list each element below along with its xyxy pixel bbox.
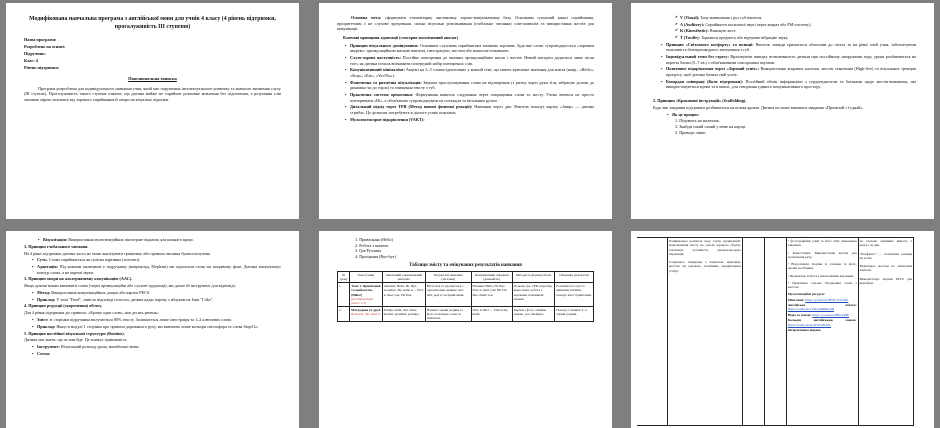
- how-it-works-heading: • Як це працює:: [667, 112, 916, 118]
- principle-item: [345, 55, 594, 66]
- principle-item: [345, 92, 594, 103]
- bullet-item-text: Візуальний розклад уроку англійської мови.: [59, 344, 140, 350]
- sense-item: [675, 28, 916, 34]
- principle-item: [345, 104, 594, 115]
- cell-paragraph: Використовує картки PECS для відповіді.: [859, 276, 912, 285]
- routine-heading: 5. Принцип постійної візуальної структури (Routine).: [24, 330, 125, 336]
- bullet-item-text: зі сторінки підручника вилучається 80% тексту. Залишається лише ілюстрація та 1–2 ключових слова.: [48, 317, 232, 323]
- table-cell-lexis: [382, 306, 425, 321]
- principle-item-label: Комунікативний мінімалізм:: [350, 67, 405, 73]
- meta-line-label: Клас: 4: [24, 57, 38, 63]
- cell-text: Показує і називає 3–4 членів родини.: [556, 307, 587, 317]
- sense-item: [675, 22, 916, 28]
- meta-line: [24, 44, 281, 50]
- principle-item-label: Практична система орієнтовки:: [350, 92, 414, 98]
- sense-item-label: T (Tactile):: [680, 35, 700, 41]
- principle-item-text: Навчання через дію. Вчитель показує картку «Jump» — дитина стрибає. Це дозволяє потребують в діалоге усних пояснень.: [350, 104, 594, 116]
- table-header-cell: Комунікативні завдання (діяльність): [471, 272, 512, 283]
- aac-text: Якщо дитині важко вимовити слово (через артикуляційні або слухові труднощі), ми даємо їй інструмент для відповіді:: [24, 283, 236, 289]
- bullet-item: [32, 324, 281, 330]
- document-page-3: [631, 3, 934, 219]
- schedule-item: 1. Привітання (Hello): [355, 237, 393, 242]
- bullet-item-text: Використання комунікаційних дощок або карток PECS: [50, 290, 150, 296]
- cell-text: Рольова гра, TPR, перегляд відео-пісні, робота з картками, пальчикові ляльки.: [513, 284, 552, 301]
- document-title: Модифікована навчальна програма з англійської мови для учнів 4 класу (4 рівень підтримки, прогалуживість III ступеню): [29, 16, 276, 31]
- meta-line: [24, 58, 281, 64]
- bullet-item: [32, 257, 281, 263]
- visualization-bullet: • Візуалізація: Використання мультимедійних піктограм-підказок для кожного кроку.: [38, 237, 281, 243]
- cell-text: Тема 1. Привітання та знайомство (Hello!): [351, 284, 381, 297]
- meta-line-label: Назва програми:: [24, 37, 57, 43]
- table-row: [338, 306, 594, 321]
- document-page-2: [319, 3, 612, 219]
- bullet-item-label: Інструмент:: [37, 344, 60, 350]
- principle-item-text: Акцент на 3–5 словах-ідентичних у кожній темі, що мають критичне значення для життя (напр., «Hello», «Stop», «Eat», «Yes/No»).: [350, 67, 594, 79]
- resource-link-item: [788, 303, 857, 312]
- document-page-6: [631, 231, 934, 428]
- bullet-item: [32, 297, 281, 303]
- table-cell-num: [338, 306, 350, 321]
- resource-link-item: [788, 298, 857, 302]
- resource-label: Відео за темою:: [787, 312, 813, 317]
- table-cell-tasks: [471, 306, 512, 321]
- principle-item-text: Основним слуховим сприйняттям замінено зоровим, будь-яке слово супроводжується «зоровим якорем»: артикуляційною маскою вчителя, ілюстрацією, жестом або написом-позначкою.: [350, 42, 595, 54]
- global-reading-text: На 4 рівні підтримки дитина часто не може аналізувати граматику або правила читання буквосполучень.: [24, 250, 212, 256]
- bullet-item-label: Зміст:: [37, 317, 49, 323]
- step-item: 1. Подивись на малюнок.: [675, 118, 720, 124]
- bullet-item: [32, 264, 281, 275]
- cell-note: (на відновлення уваги: 1-3): [351, 296, 373, 305]
- explanatory-note-heading: Пояснювальна записка: [128, 76, 177, 82]
- scaffolding-text: Будь-яке завдання підтримки розбивається на кілька кроків. Дитина не може виконати завдання «Прочитай і з'єднай».: [653, 104, 864, 110]
- principle-item: [345, 80, 594, 91]
- meta-line: [24, 51, 281, 57]
- sense-item-text: Виконую жест.: [708, 28, 737, 34]
- principle-item-text: Враховуючи швидку втомлюваність дитини при постійному напруженні зору, уроки розбиваються на короткі блоки (5–7 хв.) з обов'язковими сенсорними паузами.: [666, 54, 917, 65]
- cell-text: Вітання: Hello, Hi. Bye. Nice to meet you! Hi! I'm fine, thank you.: [472, 284, 507, 297]
- resources-heading: Мультимедійні ресурси:: [787, 292, 825, 297]
- principle-item: [345, 117, 594, 123]
- table-header-cell: Очікувані результати: [555, 272, 594, 283]
- aac-heading: 3. Принцип опори на альтернативну комунікацію (AAC).: [24, 276, 133, 282]
- resource-link[interactable]: https://youtu.be/H8tCyRBl: [812, 312, 850, 317]
- meta-line-label: Підручник:: [24, 50, 46, 56]
- empty-cell: [637, 238, 667, 426]
- principle-item: [661, 54, 916, 65]
- resource-label: Кольори англійською мовою:: [787, 318, 857, 323]
- cell-paragraph: • Кінестетика: Використання жестів для позначення руху.: [787, 250, 857, 259]
- principle-item-label: Кооордан співпраці (Коло підтримки):: [666, 78, 744, 84]
- program-meta: [24, 37, 281, 70]
- continued-col-goals: [667, 238, 742, 426]
- principle-item-label: Принцип «Світлового коефорту» та позиції:: [666, 41, 754, 47]
- cell-text: 1: [339, 284, 341, 289]
- cell-text: Розпізнає на слух та вимовляє вітання; показує жест привітання.: [556, 284, 592, 297]
- resource-label: Міні-пісні:: [787, 297, 806, 302]
- empty-cell: [742, 238, 764, 426]
- cell-text: Мої родина та друзі: [351, 307, 381, 312]
- principle-item-text: Звукова прослуховування слова на відтворення (з ритму через руки тіла, вібрацію долоні до динаміка чи до горла) та очищення тексту з губ.: [350, 79, 594, 91]
- cell-paragraph: • Практична основа: Поєднання слова з жестом.: [787, 280, 857, 289]
- principle-item-text: Постійний обмін інформацією з сурдопедагогом та батьками щодо жестів-визначень, які використовуються вдома та в школі, для створення єдиного комунікативного простору.: [666, 78, 916, 90]
- table-header-cell: Лексичний і мовленнєвий матеріал: [382, 272, 425, 283]
- goal-text: сформувати елементарну англомовну зорово-комунікативну базу. Основним сукупний канал сприймання, пріоритетним є не слухове зрозуміння, сильні візуальні розпізнавання (глобальне читання) слів-символів та використання жестів для комунікації.: [337, 15, 595, 32]
- sense-item-label: V (Visual):: [680, 15, 700, 20]
- bullet-item-text: Якщо в модулі 1 сторінка про правила дорожнього руху, ми вивчаємо лише кольори світлофора та слова Stop/Go.: [55, 323, 259, 329]
- sense-item: [675, 15, 916, 21]
- table-cell-outcomes: [425, 306, 471, 321]
- footer-label: Інтерактивна вправа: [787, 327, 821, 332]
- table-header-cell: Результати навчання (загальні): [425, 272, 471, 283]
- table-cell-theme: [350, 306, 383, 321]
- global-reading-list: [32, 257, 281, 275]
- table-header-cell: Тема (теми): [350, 272, 383, 283]
- goal-paragraph: [337, 15, 594, 32]
- continued-col-methods: [786, 238, 858, 426]
- sense-item-label: A (Auditory):: [680, 21, 705, 27]
- cell-paragraph: Розвивальна: розвиток зору, слуху, артикуляції; моделювання жесту на основі зорового образу, тактильна чутливість, мультисенсорна перцепція.: [668, 239, 741, 256]
- bullet-item: [32, 351, 281, 357]
- cell-text: 2: [339, 307, 341, 312]
- meta-line: [24, 37, 281, 43]
- sense-item-text: Торкаюся предмета або відчуваю вібрацію звуку.: [699, 35, 789, 41]
- sense-item: [675, 35, 916, 41]
- bullet-item-label: Адаптація:: [37, 264, 59, 270]
- sense-item-text: Сприйняття посиленої звук (через апарат або FM-систему).: [704, 21, 812, 27]
- bullet-item-text: Слово сприймається як цілісна картинка (логотип).: [47, 257, 141, 263]
- routine-list: [32, 344, 281, 356]
- bullet-item-label: Схема:: [37, 350, 51, 356]
- principle-item-label: Дихальний підхід через TPR (Метод повної фізичної реакції):: [350, 104, 473, 110]
- step-item: 2. Знайди такий самий у мене на картці.: [675, 124, 747, 130]
- principle-item-text: Постійне повторення до звичних артикуляційних масок і жестів. Новий матеріал додається лише після того, як дитина почала впізнавати попередній набір повторених слів.: [350, 55, 594, 66]
- routine-text: Дитина має знати, що за чим йде. Це знижує тривожність: [24, 337, 127, 343]
- principle-item-label: Позитивне підкріплення через «Зоровий успіх»:: [666, 66, 759, 72]
- schedule-item: 3. Гра/Рухлива: [355, 248, 382, 254]
- bullet-item-label: Приклад:: [37, 323, 56, 329]
- cell-note: Вчитель: My name is ...: [351, 312, 381, 321]
- table-cell-theme: [350, 283, 383, 307]
- principle-item-text: Вчитель завжди тримається обличчям до світла та на рівні очей учня, забезпечуючи можливість безперешкодного зчитування з губ.: [666, 41, 916, 53]
- cell-paragraph: Соціальна: співпраця з вчителем, відповідь жестом чи карткою, позитивне підкріплення успіху.: [668, 260, 741, 273]
- reduction-list: [32, 317, 281, 329]
- table-header-cell: № уроку: [339, 273, 348, 282]
- document-page-1: [6, 3, 299, 219]
- resource-label: Англійська абетка:: [787, 303, 857, 308]
- resource-link-item: [788, 318, 857, 327]
- table-cell-methods: [512, 283, 554, 307]
- cell-paragraph: не слухово сприймає вимогу, а реагує на дію.: [859, 239, 912, 248]
- bullet-item-label: Метод:: [37, 290, 51, 296]
- bullet-item-text: У темі "Food", замість відповіді голосом, дитина надає картку з яблуком на Іхня "I like".: [55, 296, 214, 302]
- cell-paragraph: • Практичне: Робота з навчальними картками.: [787, 273, 854, 278]
- cell-text: Who is this? — This is my mum.: [472, 307, 508, 317]
- table-row: [338, 283, 594, 307]
- lesson-schedule-list: [355, 237, 594, 260]
- cell-text: Вітається та прощається з однолітками; називає своє ім'я; реагує на привітання.: [426, 284, 465, 297]
- principle-item: [661, 79, 916, 90]
- cell-paragraph: • фотографіями учня та його сім'ї, виконання завдання.: [787, 239, 857, 248]
- resource-link[interactable]: https://youtu.be/cYRJAI9B6kc9D: [787, 307, 835, 312]
- table-header-cell: Методи та форми роботи: [512, 272, 554, 283]
- schedule-item: 4. Прощання (Bye-bye): [355, 254, 396, 260]
- global-reading-heading: 3. Принцип глобального читання.: [24, 243, 89, 249]
- steps-list: [675, 118, 916, 135]
- cell-paragraph: "Перфекто" — позитивна реакція на успіх.: [859, 251, 912, 260]
- table-cell-methods: [512, 306, 554, 321]
- sense-item-text: Бачу напишення і рух губ вчителя.: [699, 15, 763, 20]
- resource-link-item: [788, 313, 857, 317]
- cell-text: Картки з фото, сімейне дерево, гра «Знайди».: [513, 307, 547, 317]
- bullet-item: [32, 290, 281, 296]
- resource-link[interactable]: https://youtu.be/1BWt-W1u4Kt: [805, 297, 849, 302]
- table-header-row: [338, 272, 594, 283]
- principles-list: [345, 43, 594, 123]
- document-page-5: [319, 231, 612, 428]
- reduction-heading: 4. Принцип редукції (скорочення) обсягу.: [24, 303, 103, 309]
- principle-item-label: Принцип візуального домінування:: [350, 42, 419, 48]
- table-cell-results: [555, 306, 594, 321]
- principle-item-label: Мультисенсорне підкріплення (VAKT):: [350, 116, 425, 122]
- schedule-item: 2. Робота з книгою: [355, 242, 389, 248]
- continued-col-results: [858, 238, 913, 426]
- step-item: 3. Проведи лінію.: [675, 129, 707, 135]
- senses-list: [675, 15, 916, 41]
- bullet-item-label: Суть:: [37, 257, 48, 263]
- scaffolding-heading: 2. Принцип «Кроковані інструкцій» (Scaffolding).: [653, 98, 747, 104]
- document-page-4: [6, 231, 299, 428]
- principle-item-text: Використання яскравих наліпок, жестів схвалення (High-five) та візуальних трекерів прогресу, щоб дитина бачила свій успіх.: [666, 66, 917, 78]
- results-table: [337, 271, 594, 322]
- empty-cell: [764, 238, 786, 426]
- cell-paragraph: Відповідає жестом на запитання вчителя.: [859, 264, 912, 273]
- bullet-item-label: Приклад:: [37, 296, 56, 302]
- meta-line-label: Розроблено на основі:: [24, 44, 66, 50]
- principles-continued-list: [661, 42, 916, 90]
- meta-line: [24, 65, 281, 71]
- table-cell-outcomes: [425, 283, 471, 307]
- cell-paragraph: • Візуалізація: Картки зі словами та фото, наочні посібники.: [787, 262, 857, 271]
- principle-item-text: Формування навичок слідування через покращення слова та жесту. Учень вчиться не просто повторювати «Hi», а обов'язково супроводжувати це поглядом та вітальним рухом.: [350, 92, 594, 103]
- table-cell-num: [338, 283, 350, 307]
- principle-item-label: Індивідуальний темп без стресу:: [666, 54, 729, 60]
- explanatory-note-text: Програма розроблена для індивідуального навчання учня, який має порушення інтелектуального розвитку та значного зниження слуху (III ступінь). Прогалуживість такого ступеня означає, що дитина майже не сприймає розмовне мовлення без підсилення, а розуміння слів значною мірою залежить від зорового сприймання й опори на візуальні підказки.: [24, 85, 281, 102]
- cell-text: Лексика: Hello, Hi, Bye, Goodbye. My name is ... Nice to meet you. I'm fine.: [383, 284, 424, 297]
- principle-item: [345, 67, 594, 78]
- table-cell-lexis: [382, 283, 425, 307]
- principle-item: [661, 66, 916, 77]
- meta-line-label: Рівень підтримки:: [24, 64, 60, 70]
- resource-link[interactable]: https://youtu.be/sLnJWG9wh0c: [787, 322, 832, 327]
- cell-text: Називає членів родини за фото; повторює слова за вчителем.: [426, 307, 463, 321]
- bullet-item-text: Під кожним малюнком у підручнику (наприклад, Elephant) ми підписали слово на яскравому фоні. Дитина запам'ятовує контур слова, а не окремі звуки.: [37, 264, 281, 275]
- bullet-item: [32, 344, 281, 350]
- cell-text: Family, mum, dad, sister, brother, grandma, grandpa.: [383, 307, 420, 317]
- principle-item: [661, 42, 916, 53]
- table-cell-results: [555, 283, 594, 307]
- reduction-text: Для 4 рівня підтримки діє правило: «Краще одне слово, ніж десять речень»: [24, 310, 159, 316]
- continued-table: [637, 237, 914, 426]
- principle-item-label: Фонетична та ритмічна візуалізація:: [350, 79, 422, 85]
- principle-item-label: Слухо-зорова наступність:: [350, 55, 401, 61]
- table-cell-tasks: [471, 283, 512, 307]
- principles-heading: Ключові принципи адаптації (сенсорно-когнітивний аналог): [343, 35, 459, 41]
- principle-item: [345, 43, 594, 54]
- goal-label: Основна мета:: [351, 15, 382, 20]
- bullet-item: [32, 317, 281, 323]
- table-title: Таблиця змісту та очікуваних результатів навчання: [409, 262, 522, 268]
- aac-list: [32, 290, 281, 302]
- sense-item-label: K (Kinesthetic):: [680, 28, 709, 34]
